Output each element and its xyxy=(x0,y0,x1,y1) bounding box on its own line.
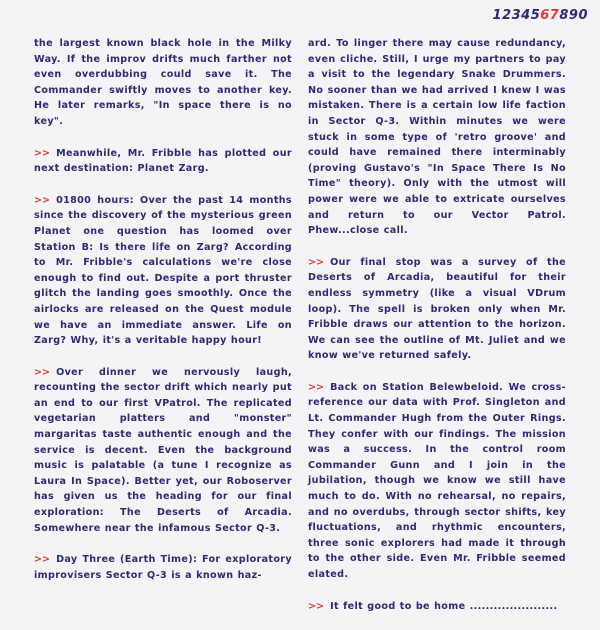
paragraph-text: Over dinner we nervously laugh, recounting the sector drift which nearly put an end to our first VPatrol. The replicated vegetarian platters and "monster" margaritas taste authentic enough and the service is decent. Even the background music is palatable (a tune I recognize as Laura In Space). Better yet, our Roboserver has given us the heading for our final exploration: The Deserts of Arcadia. Somewhere near the infamous Sector Q-3. xyxy=(34,366,292,534)
paragraph-text: the largest known black hole in the Milky Way. If the improv drifts much farther not even overdubbing could save it. The Commander swiftly moves to another key. He later remarks, "In space there is no key". xyxy=(34,38,292,127)
paragraph-marker: >> xyxy=(34,366,51,378)
paragraph-marker: >> xyxy=(34,194,51,206)
page-number-prefix: 12345 xyxy=(492,8,541,23)
paragraph-text: Day Three (Earth Time): For exploratory improvisers Sector Q-3 is a known haz- xyxy=(34,554,292,581)
paragraph-text: Meanwhile, Mr. Fribble has plotted our next destination: Planet Zarg. xyxy=(34,147,292,175)
left-paragraph-4 xyxy=(34,365,292,537)
right-paragraph-1 xyxy=(308,36,566,239)
right-column xyxy=(308,36,566,630)
paragraph-text: It felt good to be home ...................... xyxy=(330,600,558,612)
left-paragraph-5 xyxy=(34,552,292,583)
left-paragraph-3 xyxy=(34,193,292,349)
paragraph-marker: >> xyxy=(34,554,51,566)
right-paragraph-4 xyxy=(308,599,566,615)
paragraph-marker: >> xyxy=(308,381,325,393)
paragraph-marker: >> xyxy=(308,600,325,612)
paragraph-text: ard. To linger there may cause redundancy, even cliche. Still, I urge my partners to pay a visit to the legendary Snake Drummers. No sooner than we had arrived I knew I was mistaken. There is a certain low life faction in Sector Q-3. Within minutes we were stuck in some type of 'retro groove' and could have remained there interminably (proving Gustavo's "In Space There Is No Time" theory). Only with the utmost will power were we able to extricate ourselves and return to our Vector Patrol. Phew...close call. xyxy=(308,38,566,237)
left-paragraph-1 xyxy=(34,36,292,130)
paragraph-marker: >> xyxy=(34,147,51,159)
paragraph-text: Our final stop was a survey of the Deserts of Arcadia, beautiful for their endless symmetry (like a visual VDrum loop). The spell is broken only when Mr. Fribble draws our attention to the horizon. We can see the outline of Mt. Juliet and we know we've returned safely. xyxy=(308,256,566,362)
left-column xyxy=(34,36,292,599)
right-paragraph-3 xyxy=(308,380,566,583)
page-number xyxy=(493,8,588,23)
paragraph-text: Back on Station Belewbeloid. We cross-reference our data with Prof. Singleton and Lt. Commander Hugh from the Outer Rings. They confer with our findings. The mission was a success. In the control room Commander Gunn and I join in the jubilation, though we know we still have much to do. With no rehearsal, no repairs, and no overdubs, through sector shifts, key fluctuations, and rhythmic encounters, three sonic explorers had made it through to the other side. Even Mr. Fribble seemed elated. xyxy=(308,381,566,580)
paragraph-text: 01800 hours: Over the past 14 months since the discovery of the mysterious green Planet one question has loomed over Station B: Is there life on Zarg? According to Mr. Fribble's calculations we're close enough to find out. Despite a port thruster glitch the landing goes smoothly. Once the airlocks are released on the Quest module we have an immediate answer. Life on Zarg? Why, it's a veritable happy hour! xyxy=(34,194,292,347)
page-number-suffix: 890 xyxy=(559,8,588,23)
paragraph-marker: >> xyxy=(308,256,325,268)
right-paragraph-2 xyxy=(308,255,566,364)
page-number-highlight: 67 xyxy=(540,8,560,23)
left-paragraph-2 xyxy=(34,146,292,177)
